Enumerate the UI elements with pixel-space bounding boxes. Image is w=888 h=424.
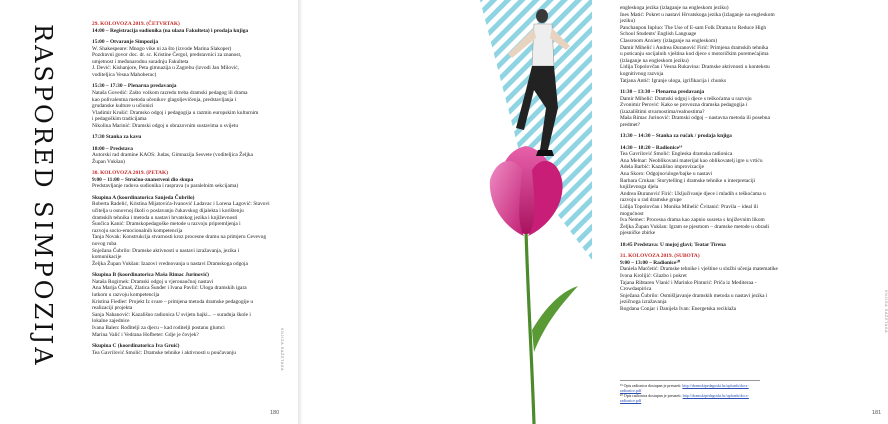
schedule-line: Maša Rimac Jurinović: Dramski odgoj – nastavna metoda ili posebna <box>620 115 770 122</box>
schedule-line: Nataša Govedić: Zašto voikom razredu treba dramski pedagog ili drama <box>92 89 248 96</box>
schedule-session-heading: 17:30 Stanka za kavu <box>92 134 142 141</box>
schedule-line: učitelja u osnovnoj školi o poslavanju čukavskog dijalekta i korištenju <box>92 208 244 215</box>
schedule-line: umjetnost i međunarodnu suradnju Fakulteta <box>92 58 189 65</box>
schedule-line: Zvonimir Perović: Kako se provozna dramska pedagogija i <box>620 102 748 109</box>
schedule-line: Šunčica Kanić: Dramskopedagoške metode u razvoju pripremljenja i <box>92 221 241 228</box>
footnote-link[interactable]: http://dramskipedagoski.hr/uploads/docs-radionice.pdf <box>620 383 749 393</box>
schedule-line: komunikacije <box>92 254 122 261</box>
schedule-session-heading: 18:00 – Predstava <box>92 145 133 152</box>
schedule-line: Ana Melnar: Neoblikovani materijal kao oblikovatelj igre u vrtiću <box>620 157 763 164</box>
schedule-line: Crowdaspirica <box>620 286 652 293</box>
schedule-line: W. Shakespeare: Mnogo vike ni za što (izvode Marina Slakoper) <box>92 45 232 52</box>
schedule-line: Snježana Čubrilo: Dramske aktivnosti u nastavi izražavanja, jezika i <box>92 247 240 254</box>
left-page <box>0 0 298 424</box>
schedule-line: (izlaganje na engleskom jeziku) <box>620 57 689 64</box>
schedule-line: kognitivnog razvoja <box>620 70 664 77</box>
schedule-line: Sanja Nahanović: Kazališno radionica U svijetu bajki... – suradnja škole i <box>92 311 251 318</box>
schedule-line: mogućnost <box>620 210 644 217</box>
schedule-session-heading: 14:30 – 18:20 – Radionice¹⁹ <box>620 144 683 151</box>
dancer-shoe <box>536 150 554 156</box>
schedule-line: Tanja Novak: Konstrukcija stvarnosti kroz procesne dramu na primjeru Cevevog <box>92 234 267 241</box>
vertical-page-title: RASPORED SIMPOZIJA <box>29 24 57 368</box>
footnote <box>620 393 760 403</box>
schedule-line: Tajana Ribtaren Vlanić i Marinko Pinturić: Priča iz Mediteraa - <box>620 279 757 286</box>
schedule-day-heading: 30. KOLOVOZA 2019. (PETAK) <box>92 170 169 177</box>
schedule-line: Classroom Anxiety (izlaganje na engleskom) <box>620 37 718 44</box>
schedule-line: voditeljica Vesna Mahoberac) <box>92 71 157 78</box>
schedule-session-heading: Skupina C (koordinatorica Iva Gruić) <box>92 342 180 349</box>
schedule-line: Kristina Fiedler: Projekt Iz svare – primjena metoda dramske pedagogije u <box>92 298 254 305</box>
schedule-line: Predstavljanje radova sudionika i rasprava (u paralelnim sekcijama) <box>92 183 239 190</box>
schedule-line: Snježana Čubrilo: Osmišljavanje dramskih metoda u nastavi jezika i <box>620 292 768 299</box>
footnotes <box>620 380 760 403</box>
dancer-torso <box>532 24 554 66</box>
schedule-line: Pozdravni govor doc. dr. sc. Kristine Čergol, predstavnici za znanost, <box>92 52 242 59</box>
schedule-line: pjesničke zbirke <box>620 230 656 237</box>
schedule-session-heading: 11:30 – 13:30 – Plenarna predavanja <box>620 88 705 95</box>
schedule-line: predmet? <box>620 121 641 128</box>
schedule-line: novog ruba <box>92 241 117 247</box>
schedule-line: Lidija Topolovčan i Vesna Rukavina: Dramske aktivnosti u kontekstu <box>620 64 770 71</box>
right-side-credit: KNJIGA SAŽETAKA <box>884 290 888 334</box>
schedule-line: Daniela Marčetić: Dramske tehnike i vještine u službi učenja matematike <box>620 266 778 273</box>
left-page-number: 180 <box>270 410 280 416</box>
schedule-line: Željka Župan Vukšan: Igram se pjesmom – dramske metode u obradi <box>620 223 769 230</box>
schedule-line: jeziku) <box>620 18 635 25</box>
schedule-line: Barbara Crnkan: Storytelling i dramske tehnike u interpretaciji <box>620 177 756 184</box>
schedule-line: grudanske kulture u učionici <box>92 103 154 110</box>
footnote-text: ¹⁹ Opis radionica dostupan je preuzeti: <box>620 383 682 388</box>
schedule-session-heading: Skupina B (koordinatorica Maša Rimac Jurinović) <box>92 272 209 279</box>
schedule-line: Ana Marija Čimaš, Zlatica Šunđer i Ivana Pavlić: Uloga dramskih igara <box>92 285 247 292</box>
schedule-line: i pedagoškim tradicijama <box>92 116 147 123</box>
schedule-line: Lidija Topolovčan i Monika Mihelić Čvitanić: Pravila – ideal ili <box>620 204 759 211</box>
tulip-leaf <box>532 286 578 352</box>
schedule-session-heading: 18:45 Predstava: U mojoj glavi; Teatar Tirena <box>620 241 726 248</box>
schedule-day-heading: 31. KOLOVOZA 2019. (SUBOTA) <box>620 253 700 260</box>
schedule-line: School Students' English Language <box>620 31 697 38</box>
left-side-credit: KNJIGA SAŽETAKA <box>280 328 284 372</box>
schedule-day-heading: 29. KOLOVOZA 2019. (ČETVRTAK) <box>92 21 180 27</box>
schedule-line: Adela Barbić: Kazališno improvizacije <box>620 164 704 171</box>
schedule-line: Ana Skoro: Odgojno/uloge/bajke u nastavi <box>620 171 713 178</box>
schedule-line: Ivana Balen: Rođitelji za djecu – kad roditelji postanu glumci <box>92 324 225 331</box>
schedule-line: lokalne zajednice <box>92 318 130 325</box>
schedule-line: Željka Župan Vukšan: Izazovi vrednovanja u nastavi Dramskoga odgoja <box>92 260 248 267</box>
schedule-line: razvoju u rad dramske grupe <box>620 197 682 204</box>
schedule-session-heading: 15:00 – Otvaranje Simpozija <box>92 38 159 45</box>
schedule-line: Ivona Krolijić: Glazbo i pokret <box>620 272 687 279</box>
schedule-line: realizaciji projekta <box>92 305 133 312</box>
schedule-line: Andrea Đuranović Firić: Uključivanje djece i mladih s teškoćama u <box>620 190 766 197</box>
schedule-session-heading: 9:00 – 13:00 – Radionice²⁰ <box>620 259 681 266</box>
schedule-line: Marina Valić i Vedrana Hofbeter: Gdje je čovjek? <box>92 331 199 338</box>
schedule-line: Vladimir Krušić: Dramsko odgoj i pedagogija u razmin europskim kulturnim <box>92 109 259 116</box>
schedule-session-heading: Skupina A (koordinatorica Sanjeda Čubrilo) <box>92 194 195 201</box>
schedule-line: Tea Gavrilović Smolić: Dramske tehnike i aktivnosti u poučavanju <box>92 349 236 356</box>
footnote <box>620 383 760 393</box>
schedule-line: Tatjana Antić: Igranje uloga, igrifikacija i chunks <box>620 77 727 84</box>
schedule-session-heading: 14:00 – Registracija sudionika (na ulazu Fakulteta) i prodaja knjiga <box>92 27 249 34</box>
schedule-line: dramskih tehnika i metoda u nastavi hrvatskog jezika i književnosti <box>92 214 238 221</box>
schedule-session-heading: 9:00 – 11:00 – Stručno-znanstveni dio skupa <box>92 176 194 183</box>
schedule-line: razvoju socio-emocionalnih kompetencija <box>92 227 183 234</box>
schedule-line: Bogdana Conjar i Danijela Ivan: Energetska reciklaža <box>620 305 737 312</box>
schedule-line: kao polivalentna metoda učenikov glagoljevičenja, predstavljanja i <box>92 96 237 103</box>
tulip-illustration <box>462 0 592 424</box>
schedule-line: Autorski rad dramine KAOS: Judas, Gimnazija Sesvete (voditeljica Željka <box>92 152 253 159</box>
right-page-number: 181 <box>872 410 882 416</box>
schedule-session-heading: 13:30 – 14:30 – Stanka za ručak / prodaja knjiga <box>620 133 732 140</box>
schedule-line: Nikolina Marinić: Dramski odgoj u obrazovnim sustavima u svijetu <box>92 122 239 129</box>
tulip-stem <box>526 230 534 424</box>
schedule-line: J. Dević: Kishanjore, Peta gimnazija u Zagrebu (izvodi Jan Milović, <box>92 65 240 72</box>
schedule-line: Panchanpon Inpluo: The Use of E-sam Folk Drama to Reduce High <box>620 24 767 31</box>
right-schedule-column <box>620 5 778 313</box>
schedule-line: jezičnoga izražavanja <box>620 299 667 306</box>
schedule-line: u poticanju socijalnih vještina kod djece s motoričkim poremećajima <box>620 51 769 58</box>
schedule-line: Roberta Radelić, Kristina Mijatovića-Ivanović Ladavac i Lorena Lagović: Stavovi <box>92 201 270 208</box>
schedule-line: Damir Mihelić i Andrea Đuranović Firić: Primjena dramskih tehnika <box>620 44 769 51</box>
schedule-line: književnoga djela <box>620 184 659 191</box>
schedule-session-heading: 15:30 – 17:30 – Plenarna predavanja <box>92 83 177 90</box>
footnote-text: ²⁰ Opis radionica dostupan je preuzeti: <box>620 393 682 398</box>
tulip-petal-left <box>490 161 524 236</box>
schedule-line: Nataša Rogirnek: Dramski odgoj u vjeronaučnoj nastavi <box>92 278 214 285</box>
schedule-line: (izazalištimi stvarnostima/realnostima? <box>620 108 705 115</box>
schedule-line: engleskoga jezika (izlaganje na engleskom jeziku) <box>620 5 729 11</box>
left-schedule-column <box>92 21 270 356</box>
schedule-line: Ines Matić: Pokret u nastavi Hrvatskoga jezika (izlaganje na engleskom <box>620 11 775 18</box>
schedule-line: Iva Nemec: Procesna drama kao zapnio susreta s književnim likom <box>620 217 765 224</box>
schedule-line: Damir Mihelić: Dramski odgoj i djece s teškoćama u razvoju <box>620 95 752 102</box>
footnote-link[interactable]: http://dramskipedagoski.hr/uploads/docs-radionice.pdf <box>620 393 749 403</box>
dancer-head <box>536 9 548 23</box>
schedule-line: Župan Vukšan) <box>92 158 125 165</box>
schedule-line: Tea Gavrilović Smolić: Engleska dramska radionica <box>620 151 733 158</box>
schedule-line: lutkom u razvoju kompetencija <box>92 291 160 298</box>
